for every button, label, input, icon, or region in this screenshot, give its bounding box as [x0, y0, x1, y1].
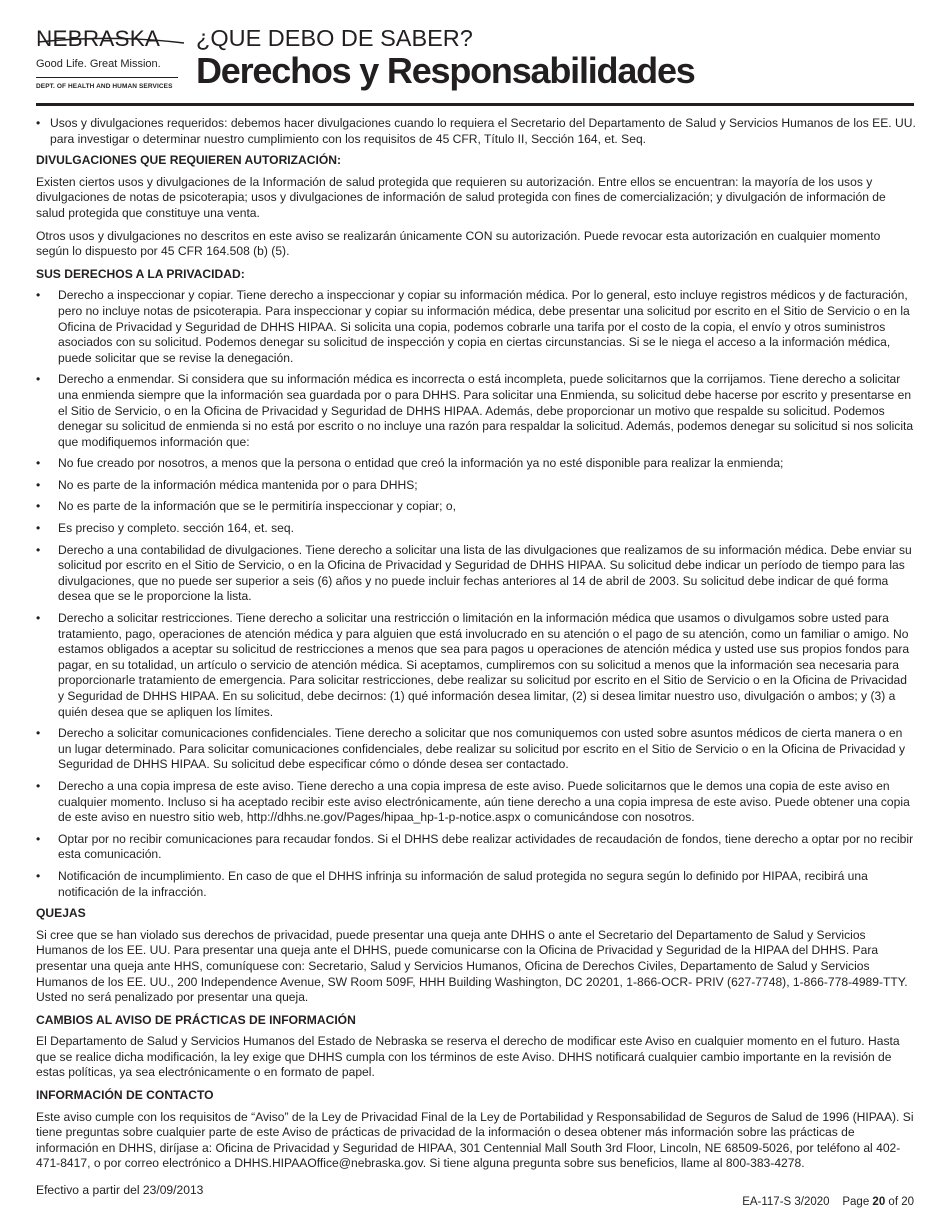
page-question: ¿QUE DEBO DE SABER? [196, 25, 473, 51]
privacy-rights-list [36, 288, 916, 900]
list-item: • No es parte de la información que se le permitiría inspeccionar y copiar; o, [36, 499, 456, 514]
nebraska-dhhs-logo [36, 24, 186, 94]
page-label: Page [842, 1196, 870, 1208]
logo-divider [36, 77, 178, 78]
list-item: • No fue creado por nosotros, a menos que la persona o entidad que creó la información ya no esté disponible para realizar la enmienda; [36, 456, 784, 471]
list-item: • Usos y divulgaciones requeridos: debemos hacer divulgaciones cuando lo requiera el Secretario del Departamento de Salud y Servicios Humanos de los EE. UU. para investigar o determinar nuestro cumplimiento con los requisitos de 45 CFR, Título II, Sección 164, et. Seq. [36, 116, 916, 146]
list-item: • Derecho a enmendar. Si considera que su información médica es incorrecta o está incompleta, puede solicitarnos que la corrijamos. Tiene derecho a solicitar una enmienda siempre que la información sea guardada por o para DHHS. Para solicitar una Enmienda, su solicitud debe hacerse por escrito y presentarse en el Sitio de Servicio, o en la Oficina de Privacidad y Seguridad de DHHS HIPAA. Además, debe proporcionar un motivo que respalde su solicitud. Podemos denegar su solicitud de enmienda si no está por escrito o no incluye una razón para respaldar la solicitud. Además, podemos denegar su solicitud si nos solicita que modifiquemos información que: [36, 372, 914, 449]
section-heading-authorization: DIVULGACIONES QUE REQUIEREN AUTORIZACIÓN: [36, 153, 342, 168]
section-heading-complaints: QUEJAS [36, 906, 86, 921]
paragraph: Existen ciertos usos y divulgaciones de la Información de salud protegida que requieren su autorización. Entre ellos se encuentran: la mayoría de los usos y divulgaciones de notas de psicoterapia; usos y divulgaciones de información de salud protegida con fines de comercialización; y divulgación de información de salud protegida que constituye una venta. [36, 174, 886, 220]
logo-swoosh-icon [36, 26, 186, 52]
list-item: • Es preciso y completo. sección 164, et. seq. [36, 521, 294, 536]
form-code: EA-117-S 3/2020 [742, 1196, 830, 1208]
list-item: • Notificación de incumplimiento. En caso de que el DHHS infrinja su información de salud protegida no segura según lo definido por HIPAA, recibirá una notificación de la infracción. [36, 868, 868, 899]
logo-department: DEPT. OF HEALTH AND HUMAN SERVICES [36, 83, 173, 90]
section-heading-contact: INFORMACIÓN DE CONTACTO [36, 1088, 214, 1103]
list-item: • Derecho a inspeccionar y copiar. Tiene derecho a inspeccionar y copiar su información médica. Por lo general, esto incluye registros médicos y de facturación, pero no incluye notas de psicoterapia. Para inspeccionar y copiar su información médica, debe presentar una solicitud por escrito en el Sitio de Servicio o en la Oficina de Privacidad y Seguridad de DHHS HIPAA. Si solicita una copia, podemos cobrarle una tarifa por el costo de la copia, el envío y otros suministros asociados con su solicitud. Podemos denegar su solicitud de inspección y copia en ciertas circunstancias. Si se le niega el acceso a la información médica, puede solicitar que se revise la denegación. [36, 288, 910, 365]
list-item: • Derecho a una copia impresa de este aviso. Tiene derecho a una copia impresa de este aviso. Puede solicitarnos que le demos una copia de este aviso en cualquier momento. Incluso si ha aceptado recibir este aviso electrónicamente, aún tiene derecho a una copia impresa de este aviso. Puede obtener una copia de este aviso en nuestro sitio web, http://dhhs.ne.gov/Pages/hipaa_hp-1-p-notice.aspx o comunicándose con nosotros. [36, 778, 910, 825]
effective-date: Efectivo a partir del 23/09/2013 [36, 1183, 204, 1197]
logo-wordmark: NEBRASKA [36, 26, 161, 51]
list-item: • Derecho a solicitar comunicaciones confidenciales. Tiene derecho a solicitar que nos comuniquemos con usted sobre asuntos médicos de cierta manera o en un lugar determinado. Para solicitar comunicaciones confidenciales, debe realizar su solicitud por escrito en el Sitio de Servicio o en la Oficina de Privacidad y Seguridad de DHHS HIPAA. Su solicitud debe especificar cómo o dónde desea ser contactado. [36, 726, 906, 772]
list-item: • No es parte de la información médica mantenida por o para DHHS; [36, 477, 418, 492]
logo-tagline: Good Life. Great Mission. [36, 58, 161, 70]
paragraph: Otros usos y divulgaciones no descritos en este aviso se realizarán únicamente CON su autorización. Puede revocar esta autorización en cualquier momento según lo dispuesto por 45 CFR 164.508 (b) (5). [36, 228, 881, 259]
page-number: 20 [872, 1196, 886, 1208]
document-body [36, 116, 916, 1179]
intro-list [36, 116, 916, 147]
list-item: • Derecho a una contabilidad de divulgaciones. Tiene derecho a solicitar una lista de las divulgaciones que realizamos de su información médica. Debe enviar su solicitud por escrito en el Sitio de Servicio, o en la Oficina de Privacidad y Seguridad de DHHS HIPAA. Su solicitud debe indicar un período de tiempo para las divulgaciones, que no puede ser superior a seis (6) años y no puede incluir fechas anteriores al 14 de abril de 2003. Su solicitud debe indicar de qué forma desea que se le proporcione la lista. [36, 542, 912, 604]
paragraph: Si cree que se han violado sus derechos de privacidad, puede presentar una queja ante DHHS o ante el Secretario del Departamento de Salud y Servicios Humanos de los EE. UU. Para presentar una queja ante el DHHS, puede comunicarse con la Oficina de Privacidad y Seguridad de la HIPAA del DHHS. Para presentar una queja ante HHS, comuníquese con: Secretario, Salud y Servicios Humanos, Oficina de Derechos Civiles, Departamento de Salud y Servicios Humanos de los EE. UU., 200 Independence Avenue, SW Room 509F, HHH Building Washington, DC 20201, 1-866-OCR- PRIV (627-7748), 1-866-778-4989-TTY. Usted no será penalizado por presentar una queja. [36, 927, 908, 1005]
header-divider [36, 103, 914, 106]
section-heading-changes: CAMBIOS AL AVISO DE PRÁCTICAS DE INFORMACIÓN [36, 1012, 356, 1027]
list-item: • Optar por no recibir comunicaciones para recaudar fondos. Si el DHHS debe realizar actividades de recaudación de fondos, tiene derecho a optar por no recibir esta comunicación. [36, 831, 914, 862]
page-title: Derechos y Responsabilidades [196, 50, 695, 91]
paragraph: El Departamento de Salud y Servicios Humanos del Estado de Nebraska se reserva el derecho de modificar este Aviso en cualquier momento en el futuro. Hasta que se realice dicha modificación, la ley exige que DHHS cumpla con los términos de este Aviso. DHHS notificará cualquier cambio importante en la revisión de estas políticas, ya sea electrónicamente o en formato de papel. [36, 1034, 900, 1080]
section-heading-privacy-rights: SUS DERECHOS A LA PRIVACIDAD: [36, 266, 245, 281]
bullet: • [36, 116, 41, 130]
page-total: of 20 [888, 1196, 914, 1208]
list-item: • Derecho a solicitar restricciones. Tiene derecho a solicitar una restricción o limitación en la información médica que usamos o divulgamos sobre usted para tratamiento, pago, operaciones de atención médica y para alguien que está involucrado en su atención o el pago de su atención, como un familiar o amigo. No estamos obligados a aceptar su solicitud de restricciones a menos que sea para pagos u operaciones de atención médica y usted use sus propios fondos para pagar, en su totalidad, un artículo o servicio de atención médica. Si aceptamos, cumpliremos con su solicitud a menos que la información sea necesaria para proporcionarle tratamiento de emergencia. Para solicitar restricciones, debe realizar su solicitud por escrito en el Sitio de Servicio o en la Oficina de Privacidad y Seguridad de DHHS HIPAA. En su solicitud, debe decirnos: (1) qué información desea limitar, (2) si desea limitar nuestro uso, divulgación o ambos; y (3) a quién desea que se apliquen los límites. [36, 611, 910, 719]
paragraph: Este aviso cumple con los requisitos de “Aviso” de la Ley de Privacidad Final de la Ley de Portabilidad y Responsabilidad de Seguros de Salud de 1996 (HIPAA). Si tiene preguntas sobre cualquier parte de este Aviso de prácticas de privacidad de la información o desea obtener más información sobre las prácticas de información en DHHS, diríjase a: Oficina de Privacidad y Seguridad de HIPAA, 301 Centennial Mall South 3rd Floor, Lincoln, NE 68509-5026, por teléfono al 402-471-8417, o por correo electrónico a DHHS.HIPAAOffice@nebraska.gov. Si tiene alguna pregunta sobre sus beneficios, llame al 800-383-4278. [36, 1109, 914, 1171]
page-header [36, 24, 914, 106]
page-footer [742, 1195, 914, 1210]
